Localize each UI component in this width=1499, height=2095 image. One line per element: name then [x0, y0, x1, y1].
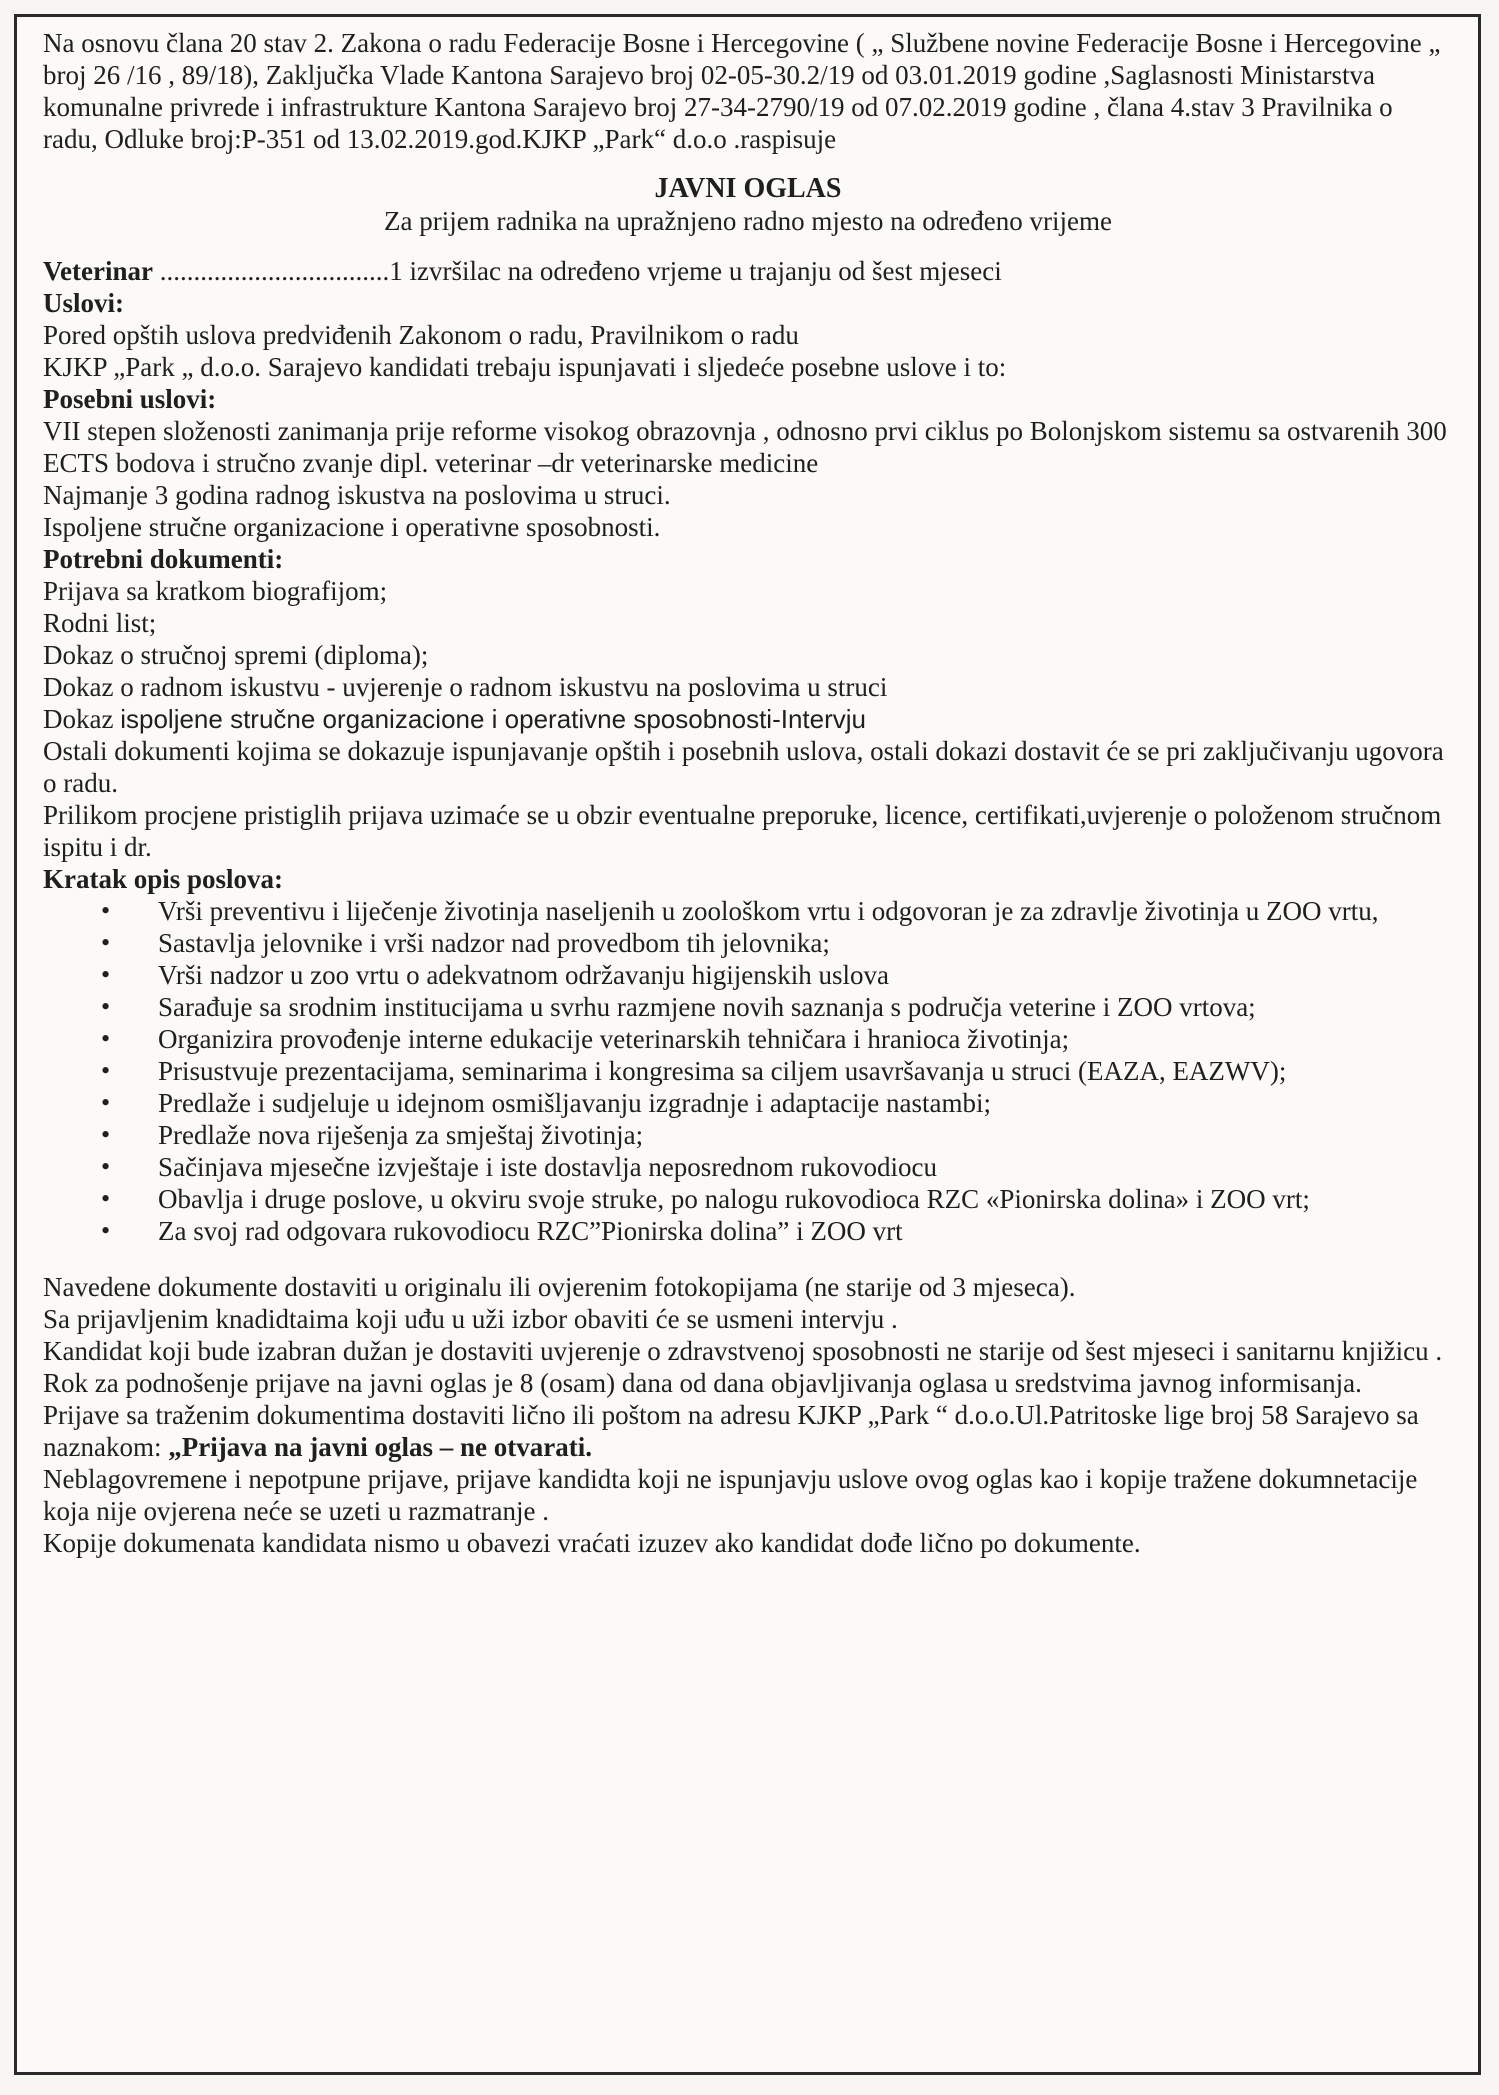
submission-text: Prijave sa traženim dokumentima dostaviti lično ili poštom na adresu KJKP „Park “ d.o.o.Ul.Patritoske lige broj 58 Sarajevo sa naznakom: [43, 1400, 1419, 1462]
duty-item: • Vrši preventivu i liječenje životinja naseljenih u zoološkom vrtu i odgovoran je za zdravlje životinja u ZOO vrtu, [43, 895, 1453, 927]
duty-item: • Sastavlja jelovnike i vrši nadzor nad provedbom tih jelovnika; [43, 927, 1453, 959]
dokument-note: Prilikom procjene pristiglih prijava uzimaće se u obzir eventualne preporuke, licence, certifikati,uvjerenje o položenom stručnom ispitu i dr. [43, 800, 1442, 862]
position-label: Veterinar [43, 256, 153, 286]
intervju-prefix: Dokaz [43, 704, 121, 734]
posebni-uslovi-line: Ispoljene stručne organizacione i operativne sposobnosti. [43, 512, 661, 542]
intro-paragraph: Na osnovu člana 20 stav 2. Zakona o radu Federacije Bosne i Hercegovine ( „ Službene novine Federacije Bosne i Hercegovine „ broj 26 /16 , 89/18), Zaključka Vlade Kantona Sarajevo broj 02-05-30.2/19 od 03.01.2019 godine ,Saglasnosti Ministarstva komunalne privrede i infrastrukture Kantona Sarajevo broj 27-34-2790/19 od 07.02.2019 godine , člana 4.stav 3 Pravilnika o radu, Odluke broj:P-351 od 13.02.2019.god.KJKP „Park“ d.o.o .raspisuje [43, 28, 1441, 154]
final-line: Neblagovremene i nepotpune prijave, prijave kandidta koji ne ispunjavju uslove ovog oglas kao i kopije tražene dokumnetacije koja nije ovjerena neće se uzeti u razmatranje . [43, 1464, 1418, 1526]
uslovi-line: KJKP „Park „ d.o.o. Sarajevo kandidati trebaju ispunjavati i sljedeće posebne uslove i to: [43, 352, 1007, 382]
closing-section [43, 1271, 1453, 1559]
duty-item: • Predlaže i sudjeluje u idejnom osmišljavanju izgradnje i adaptacije nastambi; [43, 1087, 1453, 1119]
dokument-item: Prijava sa kratkom biografijom; [43, 576, 388, 606]
potrebni-dokumenti-heading: Potrebni dokumenti: [43, 544, 284, 574]
kratak-opis-heading: Kratak opis poslova: [43, 864, 284, 894]
closing-line: Navedene dokumente dostaviti u originalu ili ovjerenim fotokopijama (ne starije od 3 mjeseca). [43, 1272, 1076, 1302]
posebni-uslovi-line: Najmanje 3 godina radnog iskustva na poslovima u struci. [43, 480, 671, 510]
duty-item: • Obavlja i druge poslove, u okviru svoje struke, po nalogu rukovodioca RZC «Pionirska dolina» i ZOO vrt; [43, 1183, 1453, 1215]
duty-item: • Vrši nadzor u zoo vrtu o adekvatnom održavanju higijenskih uslova [43, 959, 1453, 991]
uslovi-heading: Uslovi: [43, 288, 124, 318]
document-body [43, 27, 1453, 1559]
dokument-item-intervju [43, 703, 1453, 735]
submission-marking: „Prijava na javni oglas – ne otvarati. [168, 1432, 592, 1462]
duty-item: • Organizira provođenje interne edukacije veterinarskih tehničara i hranioca životinja; [43, 1023, 1453, 1055]
position-dots: .................................. [152, 256, 390, 286]
final-line: Kopije dokumenata kandidata nismo u obavezi vraćati izuzev ako kandidat dođe lično po dokumente. [43, 1528, 1141, 1558]
closing-line: Rok za podnošenje prijave na javni oglas je 8 (osam) dana od dana objavljivanja oglasa u sredstvima javnog informisanja. [43, 1368, 1362, 1398]
document-subtitle: Za prijem radnika na upražnjeno radno mjesto na određeno vrijeme [384, 206, 1112, 236]
posebni-uslovi-line: VII stepen složenosti zanimanja prije reforme visokog obrazovnja , odnosno prvi ciklus po Bolonjskom sistemu sa ostvarenih 300 ECTS bodova i stručno zvanje dipl. veterinar –dr veterinarske medicine [43, 416, 1447, 478]
dokument-note: Ostali dokumenti kojima se dokazuje ispunjavanje opštih i posebnih uslova, ostali dokazi dostavit će se pri zaključivanju ugovora o radu. [43, 736, 1444, 798]
closing-line: Kandidat koji bude izabran dužan je dostaviti uvjerenje o zdravstvenoj sposobnosti ne starije od šest mjeseci i sanitarnu knjižicu . [43, 1336, 1443, 1366]
dokument-item: Dokaz o radnom iskustvu - uvjerenje o radnom iskustvu na poslovima u struci [43, 672, 888, 702]
duty-item: • Sarađuje sa srodnim institucijama u svrhu razmjene novih saznanja s područja veterine i ZOO vrtova; [43, 991, 1453, 1023]
posebni-uslovi-heading: Posebni uslovi: [43, 384, 217, 414]
document-border [14, 14, 1481, 2075]
intervju-text: ispoljene stručne organizacione i operativne sposobnosti-Intervju [120, 704, 866, 734]
uslovi-line: Pored opštih uslova predviđenih Zakonom o radu, Pravilnikom o radu [43, 320, 799, 350]
dokument-item: Dokaz o stručnoj spremi (diploma); [43, 640, 429, 670]
duty-item: • Sačinjava mjesečne izvještaje i iste dostavlja neposrednom rukovodiocu [43, 1151, 1453, 1183]
document-title: JAVNI OGLAS [654, 173, 842, 204]
duty-item: • Prisustvuje prezentacijama, seminarima i kongresima sa ciljem usavršavanja u struci (EAZA, EAZWV); [43, 1055, 1453, 1087]
dokument-item: Rodni list; [43, 608, 157, 638]
duty-item: • Predlaže nova riješenja za smještaj životinja; [43, 1119, 1453, 1151]
duties-list [43, 895, 1453, 1247]
duty-item: • Za svoj rad odgovara rukovodiocu RZC”Pionirska dolina” i ZOO vrt [43, 1215, 1453, 1247]
position-text: 1 izvršilac na određeno vrjeme u trajanju od šest mjeseci [389, 256, 1002, 286]
closing-line: Sa prijavljenim knadidtaima koji uđu u uži izbor obaviti će se usmeni intervju . [43, 1304, 898, 1334]
submission-line [43, 1399, 1453, 1463]
position-line [43, 255, 1453, 287]
